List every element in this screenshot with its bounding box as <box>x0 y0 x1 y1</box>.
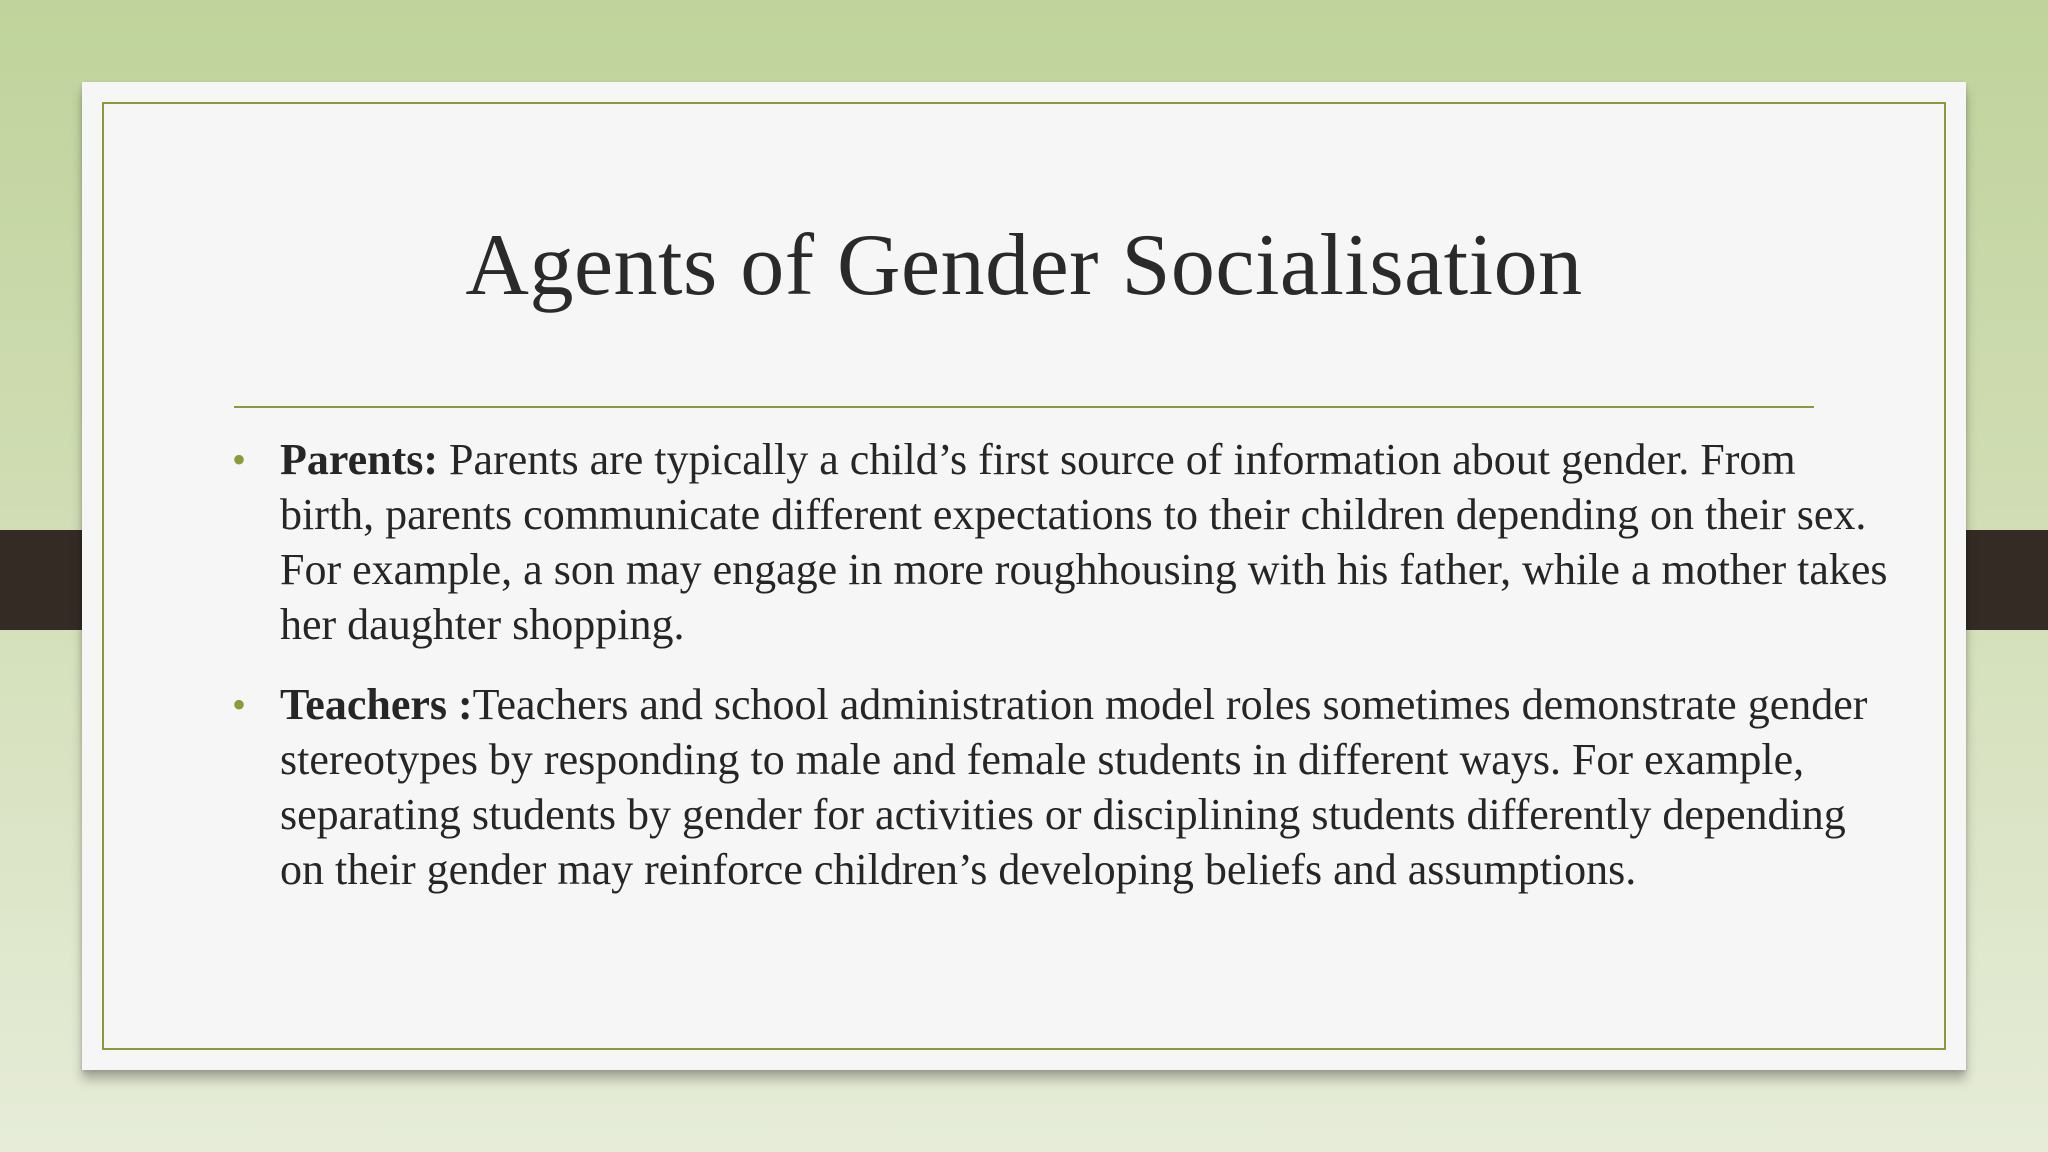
bullet-dot-icon: • <box>232 682 247 727</box>
slide-title: Agents of Gender Socialisation <box>465 217 1583 314</box>
title-divider <box>234 406 1814 408</box>
bullet-parents <box>232 432 1890 652</box>
bullet-term: Teachers : <box>280 680 473 729</box>
bullet-teachers <box>232 677 1890 897</box>
bullet-dot-icon: • <box>232 437 247 482</box>
bullet-text: Parents are typically a child’s first source of information about gender. From birth, parents communicate different expectations to their children depending on their sex. For example, a son may engage in more roughhousing with his father, while a mother takes her daughter shopping. <box>280 435 1888 649</box>
bullet-text: Teachers and school administration model roles sometimes demonstrate gender stereotypes by responding to male and female students in different ways. For example, separating students by gender for activities or disciplining students differently depending on their gender may reinforce children’s developing beliefs and assumptions. <box>280 680 1868 894</box>
bullet-term: Parents: <box>280 435 439 484</box>
slide <box>82 82 1966 1070</box>
bullet-list <box>232 432 1890 922</box>
